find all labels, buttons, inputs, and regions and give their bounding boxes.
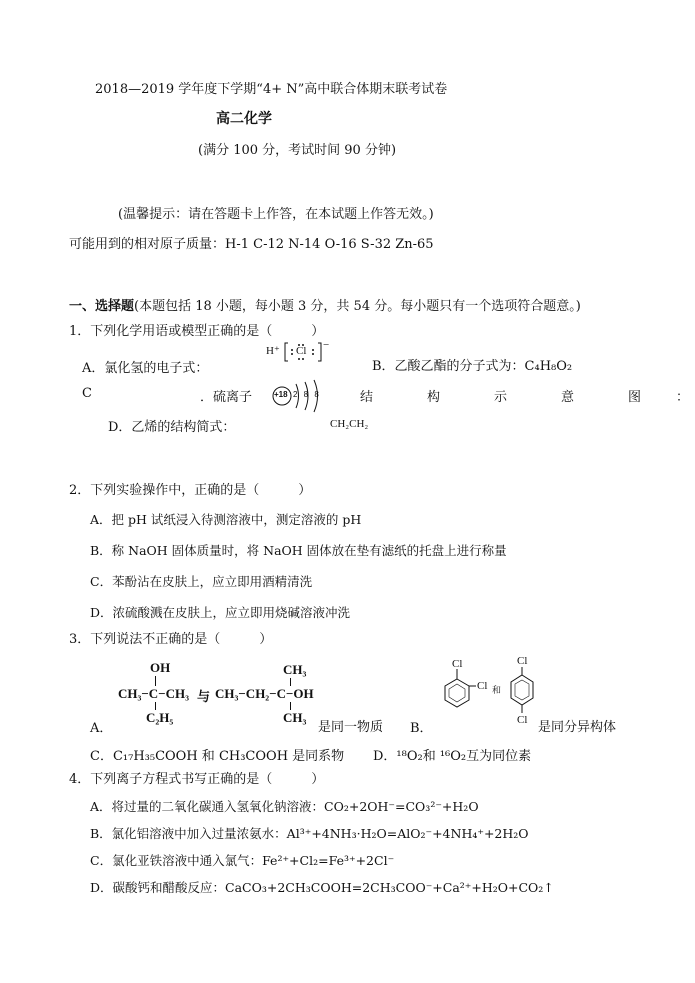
q4-option-d: D．碳酸钙和醋酸反应：CaCO₃+2CH₃COOH=2CH₃COO⁻+Ca²⁺+H₂O+CO₂↑ — [90, 880, 554, 895]
q3-option-d: D．¹⁸O₂和 ¹⁶O₂互为同位素 — [373, 749, 532, 764]
atomic-masses: 可能用到的相对原子质量：H-1 C-12 N-14 O-16 S-32 Zn-65 — [69, 237, 434, 252]
q3-option-b-text: 是同分异构体 — [538, 720, 617, 735]
struct1-bond-bottom — [155, 702, 158, 710]
q1-d-formula: CH₂CH₂ — [330, 418, 369, 430]
he-label: 和 — [492, 686, 502, 696]
sulfide-ion-diagram — [270, 378, 330, 414]
struct2-top: CH₃ — [283, 662, 307, 677]
q2-option-d: D．浓硫酸溅在皮肤上，应立即用烧碱溶液冲洗 — [90, 605, 351, 620]
exam-meta: (满分 100 分，考试时间 90 分钟) — [198, 143, 397, 158]
struct1-main: CH₃−C−CH₃ — [118, 686, 189, 701]
ion-nucleus: +18 — [274, 390, 288, 399]
exam-title: 2018—2019 学年度下学期“4+ N”高中联合体期末联考试卷 — [95, 82, 448, 97]
struct1-bond-top — [155, 676, 158, 686]
q3-stem: 3．下列说法不正确的是（ ） — [69, 632, 273, 647]
hcl-charge: − — [323, 339, 330, 351]
q1-option-c-text: ．硫离子 — [200, 390, 253, 405]
q1-option-c-label: C — [82, 386, 92, 401]
cl-label-3: Cl — [517, 655, 528, 667]
q2-option-c: C．苯酚沾在皮肤上，应立即用酒精清洗 — [90, 574, 313, 589]
q1-c-word-5: 图 — [628, 390, 642, 405]
q4-option-c: C．氯化亚铁溶液中通入氯气：Fe²⁺+Cl₂=Fe³⁺+2Cl⁻ — [90, 853, 395, 868]
q1-option-d: D．乙烯的结构简式： — [108, 420, 236, 435]
cl-label-4: Cl — [517, 714, 528, 726]
struct2-bond-bottom — [290, 702, 293, 710]
ion-shells: 2 8 8 — [293, 390, 321, 399]
q4-stem: 4．下列离子方程式书写正确的是（ ） — [69, 772, 325, 787]
q3-option-b-label: B． — [410, 721, 433, 736]
q1-c-word-2: 构 — [427, 390, 441, 405]
q3-option-a-text: 是同一物质 — [318, 720, 384, 735]
hcl-h-ion: H⁺ — [266, 345, 280, 357]
q3-option-c: C．C₁₇H₃₅COOH 和 CH₃COOH 是同系物 — [90, 749, 345, 764]
q1-c-word-4: 意 — [561, 390, 575, 405]
dichlorobenzene-pair — [430, 655, 540, 730]
q1-option-b: B．乙酸乙酯的分子式为：C₄H₈O₂ — [372, 359, 573, 374]
hcl-cl: Cl — [296, 345, 307, 357]
struct1-oh: OH — [150, 660, 171, 675]
struct2-bond-top — [290, 678, 293, 686]
cl-label-1: Cl — [452, 658, 463, 670]
cl-label-2: Cl — [477, 680, 488, 692]
subject-title: 高二化学 — [216, 111, 272, 127]
section-title-rest: (本题包括 18 小题，每小题 3 分，共 54 分。每小题只有一个选项符合题意。) — [134, 299, 581, 314]
q1-c-colon: ： — [676, 390, 690, 405]
struct2-bottom: CH₃ — [283, 710, 307, 725]
section-title-bold: 一、选择题 — [69, 299, 135, 314]
q1-stem: 1．下列化学用语或模型正确的是（ ） — [69, 324, 325, 339]
q2-stem: 2．下列实验操作中，正确的是（ ） — [69, 483, 312, 498]
q2-option-b: B．称 NaOH 固体质量时，将 NaOH 固体放在垫有滤纸的托盘上进行称量 — [90, 543, 507, 558]
q1-option-a: A．氯化氢的电子式： — [82, 361, 209, 376]
hcl-electron-formula — [284, 341, 322, 363]
q2-option-a: A．把 pH 试纸浸入待测溶液中，测定溶液的 pH — [90, 512, 362, 527]
q1-c-word-1: 结 — [360, 390, 374, 405]
struct2-main: CH₃−CH₂−C−OH — [215, 686, 314, 701]
section-title — [69, 295, 581, 314]
q1-c-word-3: 示 — [494, 390, 508, 405]
exam-tip: (温馨提示：请在答题卡上作答，在本试题上作答无效。) — [118, 207, 434, 222]
q4-option-a: A．将过量的二氧化碳通入氢氧化钠溶液：CO₂+2OH⁻=CO₃²⁻+H₂O — [90, 799, 479, 814]
q3-option-a-label: A． — [90, 721, 113, 736]
q4-option-b: B．氯化铝溶液中加入过量浓氨水：Al³⁺+4NH₃·H₂O=AlO₂⁻+4NH₄⁺+2H₂O — [90, 826, 529, 841]
q3-yu: 与 — [197, 689, 211, 704]
struct1-sub: C₂H₅ — [146, 710, 174, 725]
